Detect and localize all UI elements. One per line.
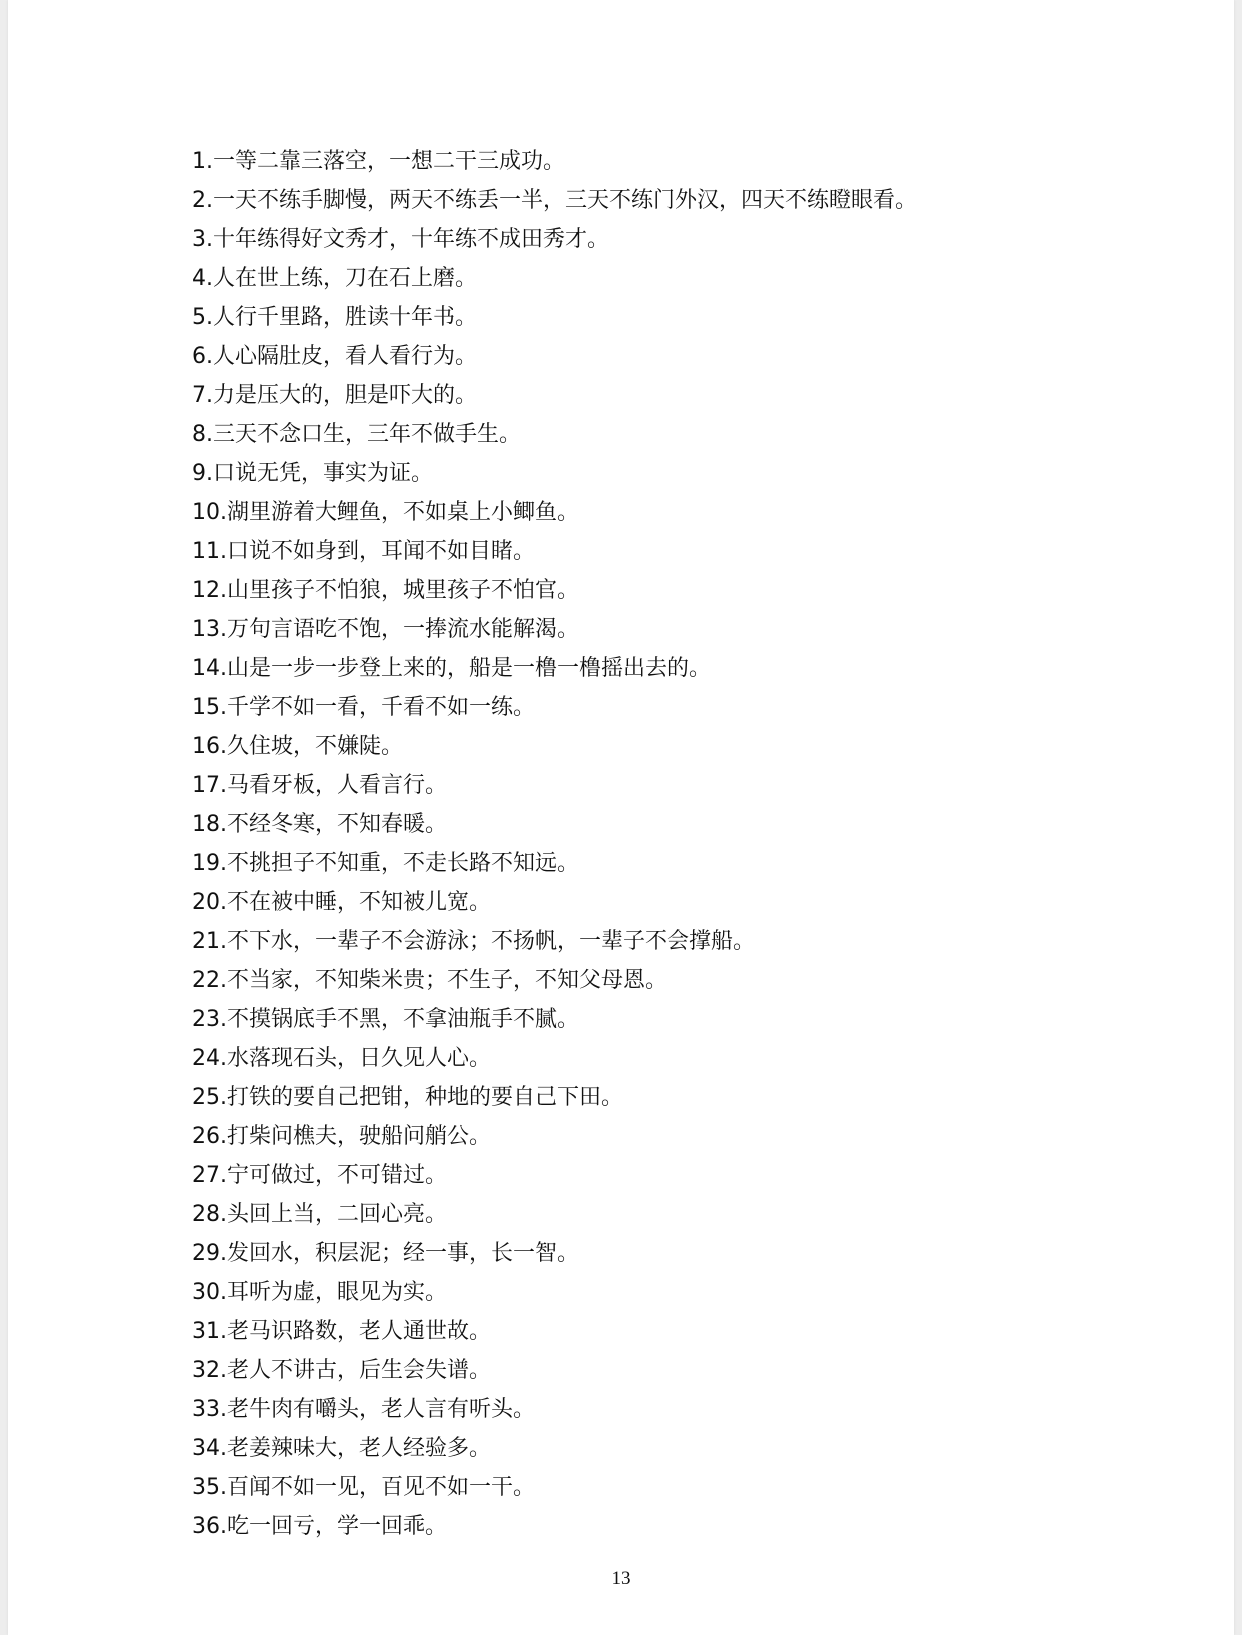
proverb-line: 20.不在被中睡，不知被儿宽。 bbox=[192, 890, 491, 915]
proverb-line: 36.吃一回亏，学一回乖。 bbox=[192, 1514, 447, 1539]
proverb-line: 16.久住坡，不嫌陡。 bbox=[192, 734, 403, 759]
proverb-line: 1.一等二靠三落空，一想二干三成功。 bbox=[192, 149, 565, 174]
proverb-line: 12.山里孩子不怕狼，城里孩子不怕官。 bbox=[192, 578, 579, 603]
proverb-line: 31.老马识路数，老人通世故。 bbox=[192, 1319, 491, 1344]
proverb-line: 17.马看牙板，人看言行。 bbox=[192, 773, 447, 798]
proverb-line: 13.万句言语吃不饱，一捧流水能解渴。 bbox=[192, 617, 579, 642]
proverb-line: 30.耳听为虚，眼见为实。 bbox=[192, 1280, 447, 1305]
proverb-line: 6.人心隔肚皮，看人看行为。 bbox=[192, 344, 477, 369]
proverb-line: 2.一天不练手脚慢，两天不练丢一半，三天不练门外汉，四天不练瞪眼看。 bbox=[192, 188, 917, 213]
proverb-line: 8.三天不念口生，三年不做手生。 bbox=[192, 422, 521, 447]
proverb-line: 33.老牛肉有嚼头，老人言有听头。 bbox=[192, 1397, 535, 1422]
proverb-line: 15.千学不如一看，千看不如一练。 bbox=[192, 695, 535, 720]
proverb-line: 23.不摸锅底手不黑，不拿油瓶手不腻。 bbox=[192, 1007, 579, 1032]
proverb-line: 11.口说不如身到，耳闻不如目睹。 bbox=[192, 539, 535, 564]
proverb-line: 32.老人不讲古，后生会失谱。 bbox=[192, 1358, 491, 1383]
proverb-line: 3.十年练得好文秀才，十年练不成田秀才。 bbox=[192, 227, 609, 252]
document-page bbox=[8, 0, 1234, 1635]
proverb-line: 35.百闻不如一见，百见不如一干。 bbox=[192, 1475, 535, 1500]
proverb-line: 27.宁可做过，不可错过。 bbox=[192, 1163, 447, 1188]
proverb-line: 9.口说无凭，事实为证。 bbox=[192, 461, 433, 486]
proverb-line: 18.不经冬寒，不知春暖。 bbox=[192, 812, 447, 837]
proverb-line: 4.人在世上练，刀在石上磨。 bbox=[192, 266, 477, 291]
proverb-line: 14.山是一步一步登上来的，船是一橹一橹摇出去的。 bbox=[192, 656, 711, 681]
proverb-line: 7.力是压大的，胆是吓大的。 bbox=[192, 383, 477, 408]
proverb-line: 19.不挑担子不知重，不走长路不知远。 bbox=[192, 851, 579, 876]
proverb-line: 10.湖里游着大鲤鱼，不如桌上小鲫鱼。 bbox=[192, 500, 579, 525]
page-number: 13 bbox=[611, 1568, 631, 1589]
proverb-line: 21.不下水，一辈子不会游泳；不扬帆，一辈子不会撑船。 bbox=[192, 929, 755, 954]
proverb-line: 5.人行千里路，胜读十年书。 bbox=[192, 305, 477, 330]
proverb-list bbox=[192, 142, 1192, 1546]
proverb-line: 28.头回上当，二回心亮。 bbox=[192, 1202, 447, 1227]
proverb-line: 26.打柴问樵夫，驶船问艄公。 bbox=[192, 1124, 491, 1149]
proverb-line: 25.打铁的要自己把钳，种地的要自己下田。 bbox=[192, 1085, 623, 1110]
proverb-line: 34.老姜辣味大，老人经验多。 bbox=[192, 1436, 491, 1461]
proverb-line: 22.不当家，不知柴米贵；不生子，不知父母恩。 bbox=[192, 968, 667, 993]
proverb-line: 24.水落现石头，日久见人心。 bbox=[192, 1046, 491, 1071]
proverb-line: 29.发回水，积层泥；经一事，长一智。 bbox=[192, 1241, 579, 1266]
